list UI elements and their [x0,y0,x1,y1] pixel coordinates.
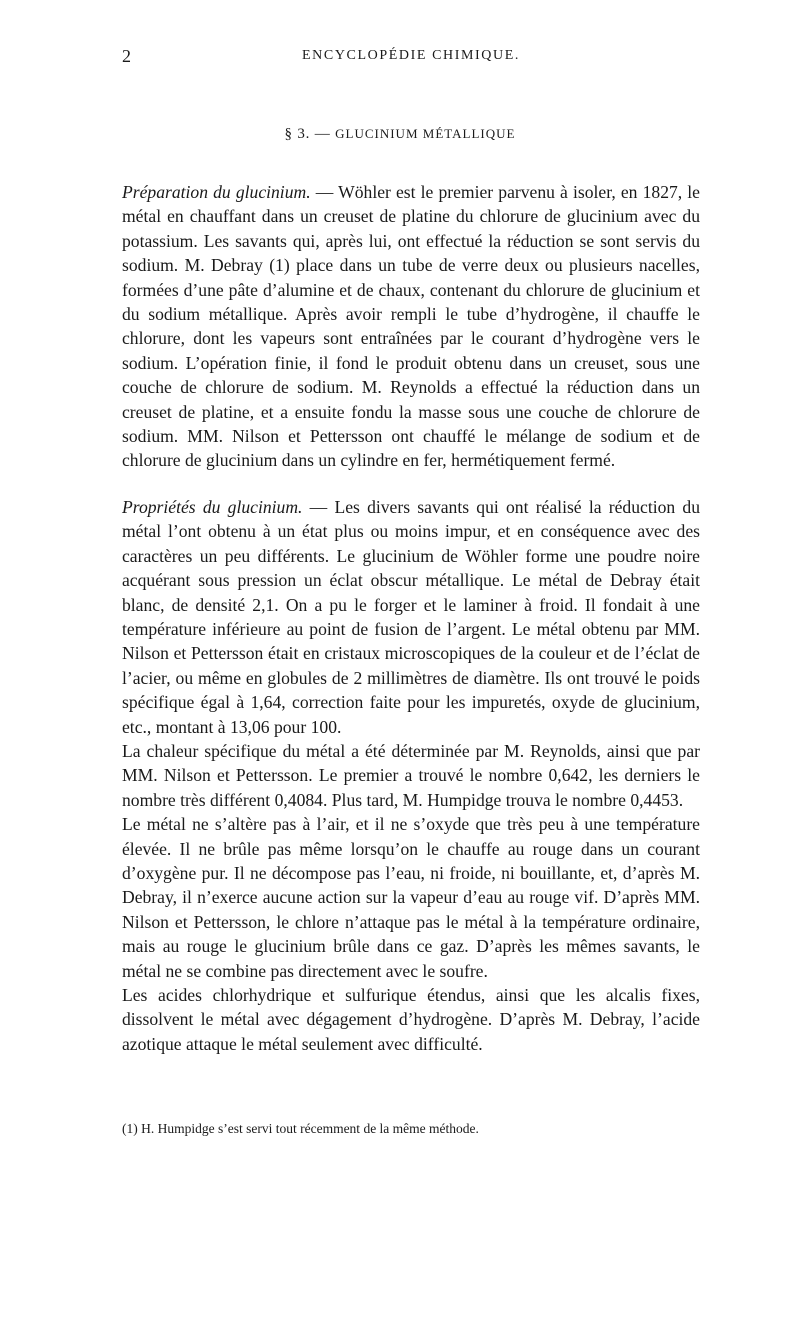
body-text [122,180,700,1056]
paragraph-text: Les acides chlorhydrique et sulfurique étendus, ainsi que les alcalis fixes, dissolvent le métal avec dégagement d’hydrogène. D’après M. Debray, l’acide azotique attaque le métal seulement avec difficulté. [122,985,700,1054]
paragraph-text: Le métal ne s’altère pas à l’air, et il ne s’oxyde que très peu à une température élevée. Il ne brûle pas même lorsqu’on le chauffe au rouge dans un courant d’oxygène pur. Il ne décompose pas l’eau, ni froide, ni bouillante, et, d’après M. Debray, il n’exerce aucune action sur la vapeur d’eau au rouge vif. D’après MM. Nilson et Pettersson, le chlore n’attaque pas le métal à la température ordinaire, mais au rouge le glucinium brûle dans ce gaz. D’après les mêmes savants, le métal ne se combine pas directement avec le soufre. [122,814,700,981]
paragraph-text: — Wöhler est le premier parvenu à isoler, en 1827, le métal en chauffant dans un creuset de platine du chlorure de glucinium avec du potassium. Les savants qui, après lui, ont effectué la réduction se sont servis du sodium. M. Debray (1) place dans un tube de verre deux ou plusieurs nacelles, formées d’une pâte d’alumine et de chaux, contenant du chlorure de glucinium et du sodium métallique. Après avoir rempli le tube d’hydrogène, il chauffe le chlorure, dont les vapeurs sont entraînées par le courant d’hydrogène vers le sodium. L’opération finie, il fond le produit obtenu dans un creuset, sous une couche de chlorure de sodium. M. Reynolds a effectué la réduction dans un creuset de platine, et a ensuite fondu la masse sous une couche de chlorure de sodium. MM. Nilson et Pettersson ont chauffé le mélange de sodium et de chlorure de glucinium dans un cylindre en fer, hermétiquement fermé. [122,182,700,471]
paragraph-acides [122,983,700,1056]
paragraph-chaleur-specifique [122,739,700,812]
runin-heading-preparation: Préparation du glucinium. [122,182,311,202]
section-symbol: § 3. — [284,126,331,142]
paragraph-oxydation [122,812,700,983]
footnote: (1) H. Humpidge s’est servi tout récemment de la même méthode. [122,1121,479,1136]
page-number: 2 [122,46,131,66]
running-title: ENCYCLOPÉDIE CHIMIQUE. [302,48,520,63]
paragraph-text: La chaleur spécifique du métal a été déterminée par M. Reynolds, ainsi que par MM. Nilson et Pettersson. Le premier a trouvé le nombre 0,642, les derniers le nombre très différent 0,4084. Plus tard, M. Humpidge trouva le nombre 0,4453. [122,740,700,810]
paragraph-text: — Les divers savants qui ont réalisé la réduction du métal l’ont obtenu à un état plus ou moins impur, et en conséquence avec des caractères un peu différents. Le glucinium de Wöhler forme une poudre noire acquérant sous pression un éclat obscur métallique. Le métal de Debray était blanc, de densité 2,1. On a pu le forger et le laminer à froid. Il fondait à une température inférieure au point de fusion de l’argent. Le métal obtenu par MM. Nilson et Pettersson était en cristaux microscopiques de la couleur et de l’éclat de l’acier, ou même en globules de 2 millimètres de diamètre. Ils ont trouvé le poids spécifique égal à 1,64, correction faite pour les impuretés, oxyde de glucinium, etc., montant à 13,06 pour 100. [122,496,700,737]
runin-heading-proprietes: Propriétés du glucinium. [122,496,303,517]
page-header [122,46,700,70]
section-heading [0,126,800,143]
section-title: GLUCINIUM MÉTALLIQUE [335,126,516,141]
paragraph-preparation [122,180,700,473]
paragraph-proprietes [122,495,700,739]
